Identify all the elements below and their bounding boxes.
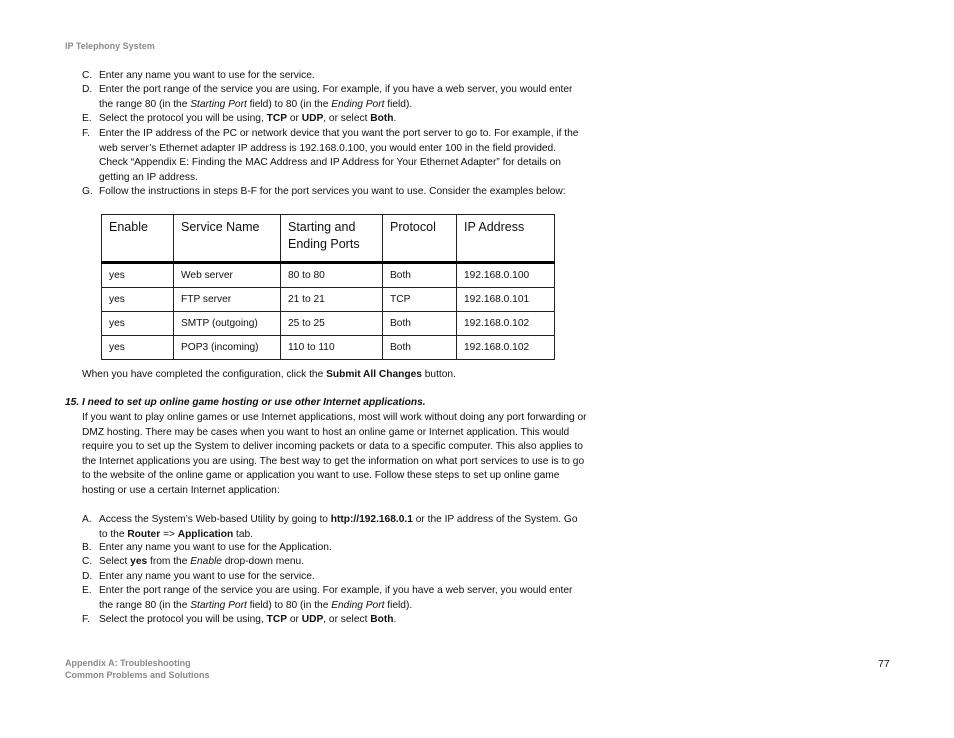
port-services-table — [101, 214, 555, 360]
cell-service: FTP server — [174, 288, 281, 312]
step-letter: E. — [82, 113, 92, 124]
question-paragraph: If you want to play online games or use Internet applications, most will work without doing any port forwarding or DMZ hosting. There may be cases when you want to host an online game or Internet application. This would require you to set up the System to deliver incoming packets or data to a specific computer. This also applies to the Internet applications you are using. The best way to get the information on what port services to use is to go to the website of the online game or application you want to use. Follow these steps to set up online game hosting or use a certain Internet application: — [82, 412, 587, 496]
step-text: Enter any name you want to use for the Application. — [99, 542, 332, 553]
cell-ports: 80 to 80 — [281, 263, 383, 288]
table-row — [102, 263, 555, 288]
cell-ip: 192.168.0.102 — [457, 336, 555, 360]
step-letter: A. — [82, 514, 92, 525]
question-heading: 15. I need to set up online game hosting or use other Internet applications. — [65, 397, 426, 408]
cell-ip: 192.168.0.101 — [457, 288, 555, 312]
header-ip-address: IP Address — [457, 215, 555, 263]
header-enable: Enable — [102, 215, 174, 263]
step-letter: B. — [82, 542, 92, 553]
step-text: Enter the port range of the service you are using. For example, if you have a web server, you would enter the range 80 (in the Starting Port field) to 80 (in the Ending Port field). — [99, 84, 573, 110]
header-ports: Starting and Ending Ports — [281, 215, 383, 263]
step-text: Select the protocol you will be using, TCP or UDP, or select Both. — [99, 614, 397, 625]
header-service-name: Service Name — [174, 215, 281, 263]
step-letter: F. — [82, 614, 90, 625]
cell-enable: yes — [102, 312, 174, 336]
cell-ports: 21 to 21 — [281, 288, 383, 312]
step-f — [82, 613, 587, 628]
footer-line-2: Common Problems and Solutions — [65, 670, 210, 680]
table-row — [102, 312, 555, 336]
cell-enable: yes — [102, 263, 174, 288]
step-text: Follow the instructions in steps B-F for the port services you want to use. Consider the examples below: — [99, 186, 566, 197]
step-letter: F. — [82, 128, 90, 139]
footer-line-1: Appendix A: Troubleshooting — [65, 658, 191, 668]
step-text: Access the System’s Web-based Utility by going to http://192.168.0.1 or the IP address of the System. Go to the Router => Application tab. — [99, 514, 578, 540]
after-table-text: When you have completed the configuration, click the Submit All Changes button. — [82, 369, 456, 380]
step-e — [82, 584, 587, 613]
cell-service: Web server — [174, 263, 281, 288]
cell-service: SMTP (outgoing) — [174, 312, 281, 336]
cell-protocol: TCP — [383, 288, 457, 312]
step-b — [82, 541, 587, 556]
step-f — [82, 127, 587, 185]
table-row — [102, 336, 555, 360]
step-e — [82, 112, 587, 127]
table-row — [102, 288, 555, 312]
cell-ports: 110 to 110 — [281, 336, 383, 360]
cell-ip: 192.168.0.102 — [457, 312, 555, 336]
step-text: Enter any name you want to use for the service. — [99, 70, 315, 81]
step-a — [82, 513, 587, 542]
step-c — [82, 69, 587, 84]
step-letter: C. — [82, 70, 93, 81]
step-letter: D. — [82, 571, 93, 582]
cell-enable: yes — [102, 336, 174, 360]
step-g — [82, 185, 587, 200]
cell-protocol: Both — [383, 263, 457, 288]
cell-service: POP3 (incoming) — [174, 336, 281, 360]
cell-ip: 192.168.0.100 — [457, 263, 555, 288]
step-text: Enter any name you want to use for the service. — [99, 571, 315, 582]
step-letter: C. — [82, 556, 93, 567]
step-text: Select the protocol you will be using, TCP or UDP, or select Both. — [99, 113, 397, 124]
page-number: 77 — [878, 658, 890, 670]
step-text: Enter the port range of the service you are using. For example, if you have a web server, you would enter the range 80 (in the Starting Port field) to 80 (in the Ending Port field). — [99, 585, 573, 611]
step-text: Enter the IP address of the PC or network device that you want the port server to go to. For example, if the web server’s Ethernet adapter IP address is 192.168.0.100, you would enter 100 in the field provided. Check “Appendix E: Finding the MAC Address and IP Address for Your Ethernet Adapter” for details on getting an IP address. — [99, 128, 579, 183]
cell-enable: yes — [102, 288, 174, 312]
header-protocol: Protocol — [383, 215, 457, 263]
step-d — [82, 83, 587, 112]
table-header-row — [102, 215, 555, 263]
step-letter: E. — [82, 585, 92, 596]
step-d — [82, 570, 587, 585]
footer-section — [65, 657, 210, 681]
step-c — [82, 555, 587, 570]
cell-protocol: Both — [383, 312, 457, 336]
cell-protocol: Both — [383, 336, 457, 360]
cell-ports: 25 to 25 — [281, 312, 383, 336]
step-letter: D. — [82, 84, 93, 95]
running-header: IP Telephony System — [65, 41, 155, 51]
step-text: Select yes from the Enable drop-down menu. — [99, 556, 305, 567]
step-letter: G. — [82, 186, 93, 197]
